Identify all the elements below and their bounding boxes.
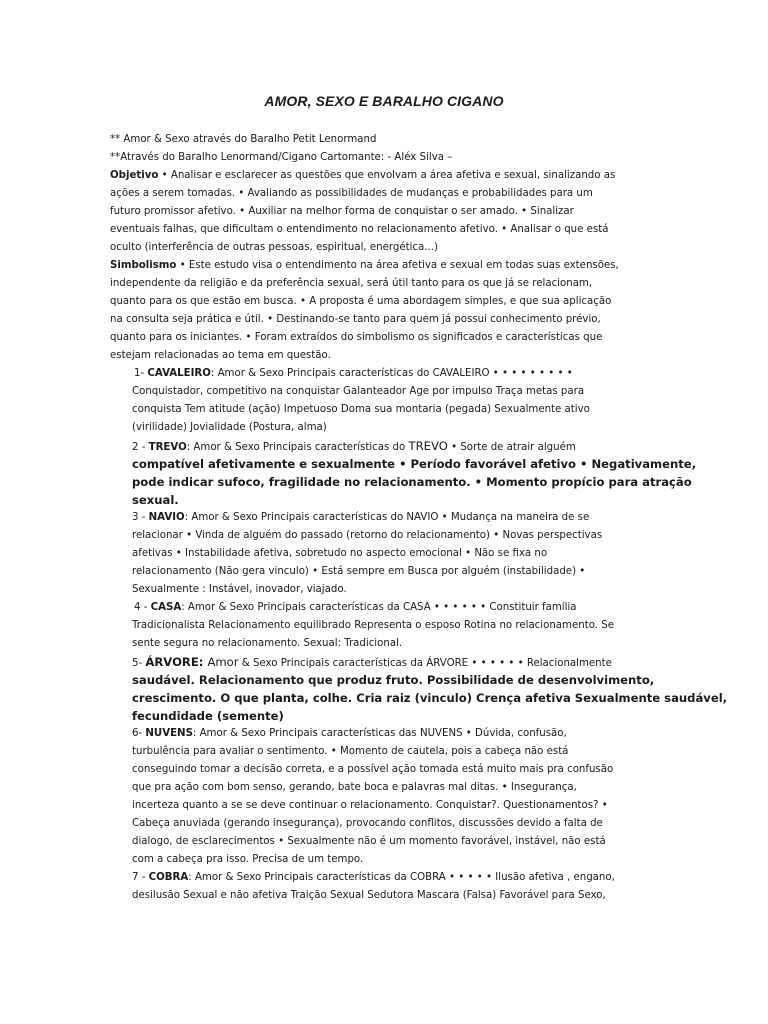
text-line	[110, 437, 658, 455]
text-run: • Sorte de atrair alguém	[447, 442, 576, 453]
text-run: 7 -	[132, 872, 149, 883]
text-line	[110, 653, 658, 671]
text-run: quanto para os que estão em busca. • A proposta é uma abordagem simples, e que sua aplicação	[110, 296, 612, 307]
text-run: TREVO	[408, 439, 448, 453]
text-line	[110, 527, 658, 545]
text-line	[110, 491, 658, 509]
text-line	[110, 221, 658, 239]
text-run: 6-	[132, 728, 146, 739]
text-run: • Este estudo visa o entendimento na área afetiva e sexual em todas suas extensões,	[176, 260, 619, 271]
text-line	[110, 689, 728, 707]
text-line	[110, 185, 658, 203]
text-line	[110, 869, 658, 887]
text-run: : Amor & Sexo Principais características da COBRA • • • • • Ilusão afetiva , engano,	[188, 872, 615, 883]
text-run: Amor	[207, 655, 239, 669]
text-line	[110, 329, 658, 347]
text-run: eventuais falhas, que dificultam o entendimento no relacionamento afetivo. • Analisar o que está	[110, 224, 609, 235]
text-line	[110, 887, 658, 905]
text-run: Objetivo	[110, 170, 159, 181]
text-line	[110, 167, 658, 185]
text-line	[110, 239, 658, 257]
text-run: : Amor & Sexo Principais características do	[186, 442, 409, 453]
text-run: compatível afetivamente e sexualmente • Período favorável afetivo • Negativamente,	[132, 457, 697, 471]
text-line	[110, 743, 658, 761]
text-run: CASA	[150, 602, 182, 613]
text-run: 5-	[132, 658, 146, 669]
text-run: : Amor & Sexo Principais características das NUVENS • Dúvida, confusão,	[192, 728, 567, 739]
text-run: relacionar • Vinda de alguém do passado (retorno do relacionamento) • Novas perspectivas	[132, 530, 603, 541]
text-run: incerteza quanto a se se deve continuar o relacionamento. Conquistar?. Questionamentos? •	[132, 800, 608, 811]
text-line	[110, 311, 658, 329]
text-line	[110, 455, 697, 473]
text-line	[110, 563, 658, 581]
text-line	[110, 581, 658, 599]
text-run: fecundidade (semente)	[132, 709, 284, 723]
text-run: Simbolismo	[110, 260, 177, 271]
text-line	[110, 851, 658, 869]
text-run: conseguindo tomar a decisão correta, e a possível ação tomada está muito mais pra confusão	[132, 764, 614, 775]
text-run: CAVALEIRO	[147, 368, 211, 379]
text-run: com a cabeça pra isso. Precisa de um tempo.	[132, 854, 364, 865]
text-line	[110, 779, 658, 797]
text-line	[110, 617, 658, 635]
text-run: : Amor & Sexo Principais características da CASA • • • • • • Constituir família	[181, 602, 577, 613]
text-run: Conquistador, competitivo na conquistar Galanteador Age por impulso Traça metas para	[132, 386, 585, 397]
text-run: na consulta seja prática e útil. • Destinando-se tanto para quem já possui conhecimento prévio,	[110, 314, 601, 325]
text-run: sente segura no relacionamento. Sexual: Tradicional.	[132, 638, 403, 649]
text-run: & Sexo Principais características da ÁRVORE • • • • • • Relacionalmente	[238, 658, 612, 669]
text-line	[110, 203, 658, 221]
text-line	[110, 347, 658, 365]
text-run: crescimento. O que planta, colhe. Cria raiz (vinculo) Crença afetiva Sexualmente saudável,	[132, 691, 728, 705]
text-run: : Amor & Sexo Principais características do CAVALEIRO • • • • • • • • •	[210, 368, 573, 379]
text-run: Cabeça anuviada (gerando insegurança), provocando conflitos, discussões devido a falta de	[132, 818, 603, 829]
text-line	[110, 473, 692, 491]
text-run: conquista Tem atitude (ação) Impetuoso Doma sua montaria (pegada) Sexualmente ativo	[132, 404, 590, 415]
text-run: TREVO	[148, 442, 187, 453]
text-run: futuro promissor afetivo. • Auxiliar na melhor forma de conquistar o ser amado. • Sinalizar	[110, 206, 574, 217]
text-run: NUVENS	[145, 728, 193, 739]
text-run: COBRA	[148, 872, 189, 883]
text-run: desilusão Sexual e não afetiva Traição Sexual Sedutora Mascara (Falsa) Favorável para Sexo,	[132, 890, 606, 901]
text-run: Tradicionalista Relacionamento equilibrado Representa o esposo Rotina no relacionamento. Se	[132, 620, 614, 631]
text-line	[110, 509, 658, 527]
text-run: relacionamento (Não gera vinculo) • Está sempre em Busca por alguém (instabilidade) •	[132, 566, 586, 577]
text-line	[110, 257, 658, 275]
text-run: Sexualmente : Instável, inovador, viajado.	[132, 584, 347, 595]
text-line	[110, 293, 658, 311]
text-run: ÁRVORE:	[145, 655, 208, 669]
text-line	[110, 545, 658, 563]
text-line	[110, 365, 658, 383]
text-run: que pra ação com bom senso, gerando, bate boca e palavras mal ditas. • Insegurança,	[132, 782, 577, 793]
text-run: NAVIO	[148, 512, 185, 523]
text-line	[110, 401, 658, 419]
text-run: 1-	[134, 368, 148, 379]
text-line	[110, 797, 658, 815]
text-line	[110, 149, 658, 167]
page-title: AMOR, SEXO E BARALHO CIGANO	[264, 93, 504, 109]
text-line	[110, 707, 658, 725]
document-body	[110, 131, 728, 905]
text-run: afetivas • Instabilidade afetiva, sobretudo no aspecto emocional • Não se fixa no	[132, 548, 548, 559]
text-run: independente da religião e da preferência sexual, será útil tanto para os que já se relacionam,	[110, 278, 593, 289]
text-run: (virilidade) Jovialidade (Postura, alma)	[132, 422, 327, 433]
text-run: oculto (interferência de outras pessoas, espiritual, energética...)	[110, 242, 438, 253]
text-line	[110, 383, 658, 401]
text-line	[110, 275, 658, 293]
text-run: 2 -	[132, 442, 149, 453]
text-run: pode indicar sufoco, fragilidade no relacionamento. • Momento propício para atração	[132, 475, 692, 489]
text-run: dialogo, de esclarecimentos • Sexualmente não é um momento favorável, instável, não está	[132, 836, 606, 847]
text-run: **Através do Baralho Lenormand/Cigano Cartomante: - Aléx Silva –	[110, 152, 453, 163]
text-line	[110, 131, 658, 149]
text-run: quanto para os iniciantes. • Foram extraídos do simbolismo os significados e características que	[110, 332, 603, 343]
text-run: 4 -	[134, 602, 151, 613]
text-line	[110, 635, 658, 653]
text-line	[110, 671, 658, 689]
text-run: saudável. Relacionamento que produz fruto. Possibilidade de desenvolvimento,	[132, 673, 655, 687]
text-run: turbulência para avaliar o sentimento. • Momento de cautela, pois a cabeça não está	[132, 746, 569, 757]
text-line	[110, 599, 658, 617]
text-line	[110, 761, 658, 779]
text-line	[110, 419, 658, 437]
text-run: ** Amor & Sexo através do Baralho Petit Lenormand	[110, 134, 377, 145]
text-run: ações a serem tomadas. • Avaliando as possibilidades de mudanças e probabilidades para um	[110, 188, 593, 199]
text-line	[110, 833, 658, 851]
text-run: : Amor & Sexo Principais características do NAVIO • Mudança na maneira de se	[184, 512, 590, 523]
text-run: estejam relacionadas ao tema em questão.	[110, 350, 331, 361]
text-run: 3 -	[132, 512, 149, 523]
text-run: • Analisar e esclarecer as questões que envolvam a área afetiva e sexual, sinalizando as	[158, 170, 616, 181]
text-run: sexual.	[132, 493, 179, 507]
text-line	[110, 725, 658, 743]
text-line	[110, 815, 658, 833]
